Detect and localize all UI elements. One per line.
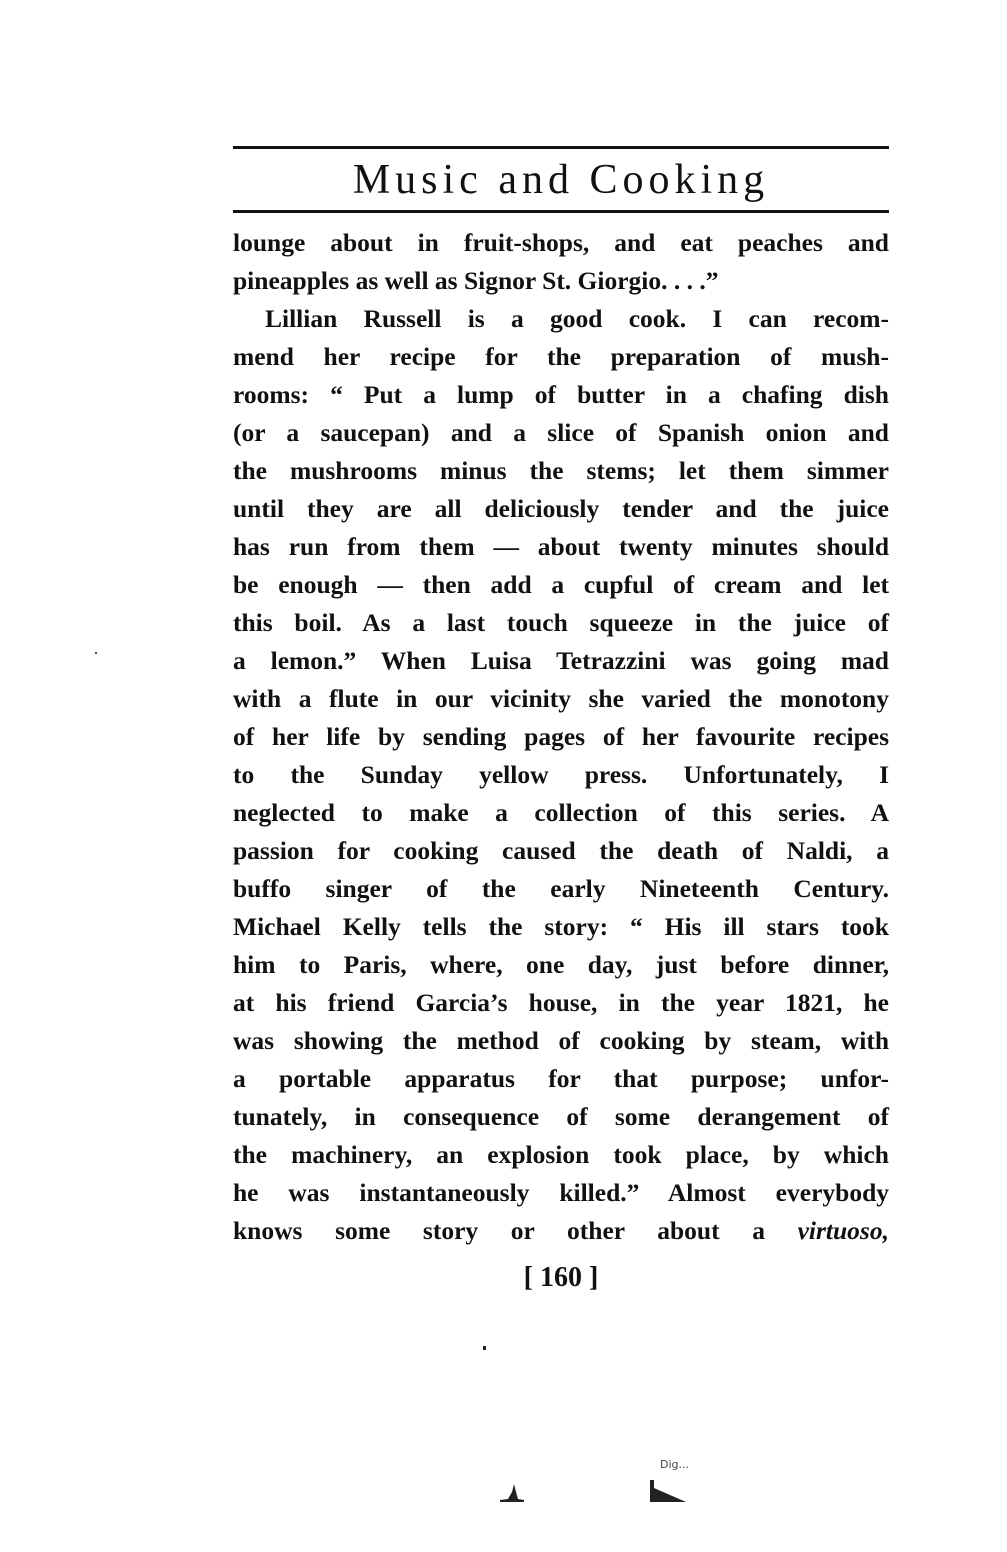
header-rule-bottom xyxy=(233,210,889,213)
text-line: him to Paris, where, one day, just before dinner, xyxy=(233,950,889,979)
header-rule-top xyxy=(233,146,889,149)
scan-caption: Dig... xyxy=(660,1458,689,1471)
text-line: knows some story or other about a virtuoso, xyxy=(233,1216,889,1245)
text-line: at his friend Garcia’s house, in the year 1821, he xyxy=(233,988,889,1017)
scan-speck xyxy=(95,652,97,654)
text-line: mend her recipe for the preparation of mush- xyxy=(233,342,889,371)
italic-word: virtuoso, xyxy=(797,1216,889,1245)
scan-artifact-right xyxy=(648,1478,688,1504)
page-number: [ 160 ] xyxy=(523,1262,599,1293)
text-line: this boil. As a last touch squeeze in the juice of xyxy=(233,608,889,637)
running-title: Music and Cooking xyxy=(352,157,770,203)
text-line: to the Sunday yellow press. Unfortunately, I xyxy=(233,760,889,789)
text-line: passion for cooking caused the death of Naldi, a xyxy=(233,836,889,865)
text-line: buffo singer of the early Nineteenth Century. xyxy=(233,874,889,903)
text-line: Michael Kelly tells the story: “ His ill stars took xyxy=(233,912,889,941)
text-line: pineapples as well as Signor St. Giorgio. . . .” xyxy=(233,266,719,295)
text-line: tunately, in consequence of some derangement of xyxy=(233,1102,889,1131)
text-line: he was instantaneously killed.” Almost everybody xyxy=(233,1178,889,1207)
text-line: has run from them — about twenty minutes should xyxy=(233,532,889,561)
scan-artifact-left xyxy=(498,1480,526,1502)
text-line: until they are all deliciously tender and the juice xyxy=(233,494,889,523)
body-text xyxy=(233,224,889,1250)
text-line: Lillian Russell is a good cook. I can recom- xyxy=(265,304,889,333)
text-line: the mushrooms minus the stems; let them simmer xyxy=(233,456,889,485)
text-line: was showing the method of cooking by steam, with xyxy=(233,1026,889,1055)
text-line: with a flute in our vicinity she varied the monotony xyxy=(233,684,889,713)
text-line: rooms: “ Put a lump of butter in a chafing dish xyxy=(233,380,889,409)
text-line: neglected to make a collection of this series. A xyxy=(233,798,889,827)
text-line: the machinery, an explosion took place, by which xyxy=(233,1140,889,1169)
text-line: be enough — then add a cupful of cream and let xyxy=(233,570,889,599)
text-line: a lemon.” When Luisa Tetrazzini was going mad xyxy=(233,646,889,675)
text-line: lounge about in fruit-shops, and eat peaches and xyxy=(233,228,889,257)
scan-speck xyxy=(483,1346,486,1350)
text-line: of her life by sending pages of her favourite recipes xyxy=(233,722,889,751)
text-line: a portable apparatus for that purpose; unfor- xyxy=(233,1064,889,1093)
text-line: (or a saucepan) and a slice of Spanish onion and xyxy=(233,418,889,447)
